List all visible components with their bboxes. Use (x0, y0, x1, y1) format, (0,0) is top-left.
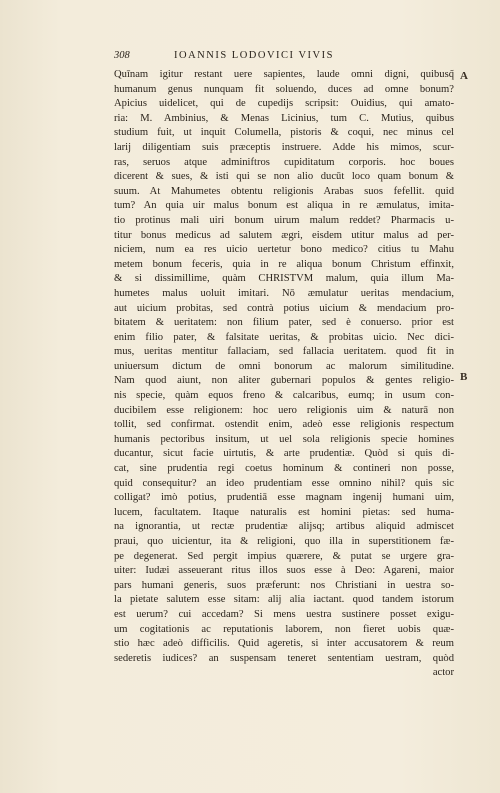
text-line: ras, seruos atque adminiftros cupiditatum corporis. hoc boues (114, 156, 454, 168)
text-line: um cogitationis ac reputationis laborem, non fieret uobis quæ- (114, 623, 454, 635)
text-line: cat, sine prudentia regi coetus hominum & contineri non posse, (114, 463, 454, 475)
text-line: tum? An quia uir malus bonum est aliqua in re æmulatus, imita- (114, 200, 454, 212)
text-line: humanum genus nunquam fit soluendo, duces ad omne bonum? (114, 83, 454, 95)
text-line: Nam quod aiunt, non aliter gubernari populos & gentes religio- (114, 375, 454, 387)
text-line: ducantur, sicut facie uirtutis, & arte prudentiæ. Quòd si quis di- (114, 448, 454, 460)
text-line: Quīnam igitur restant uere sapientes, laude omni digni, quibusq̃ (114, 69, 454, 80)
text-line: praui, quo uicientur, ita & religioni, quo illa in superstitionem fæ- (114, 536, 454, 547)
text-line: & si dissimillime, quàm CHRISTVM malum, quia illum Ma- (114, 273, 454, 285)
text-line: pars humani generis, suos præferunt: nos Christiani in uestra so- (114, 579, 454, 591)
text-line: aut uicium probitas, sed contrà potius uicium & mendacium pro- (114, 302, 454, 314)
text-line: larij diligentiam suis præceptis instruere. Adde his mimos, scur- (114, 141, 454, 153)
running-head: IOANNIS LODOVICI VIVIS (174, 50, 334, 61)
text-line: actor (432, 667, 454, 679)
text-line: dicerent & sues, & isti qui se non alio ducūt loco quam bonum & (114, 171, 454, 183)
text-line: studium fuit, ut inquit Columella, pistoris & coqui, nec minus cel (114, 127, 454, 139)
text-line: uiter: Iudæi asseuerant ritus illos suos esse à Deo: Agareni, maior (114, 565, 454, 577)
text-line: suum. At Mahumetes obtentu religionis Arabas suos fefellit. quid (114, 185, 454, 197)
text-line: colligat? imò potius, prudentiā esse magnam ingenij humani uim, (114, 492, 454, 504)
text-line: titur bonus medicus ad salutem ægri, eisdem utitur malus ad per- (114, 229, 454, 241)
page-header (114, 50, 454, 68)
margin-letter-b: B (460, 371, 468, 383)
text-line: tollit, sed confirmat. ostendit enim, adeò esse religionis respectum (114, 419, 454, 431)
text-line: mus, ueritas mentitur fallaciam, sed fallacia ueritatem. quod fit in (114, 346, 454, 358)
text-line: la pietate salutem esse sitam: alij alia iactant. quod tandem istorum (114, 594, 454, 606)
text-line: quid consequitur? an ideo prudentiam esse omnino nihil? quis sic (114, 477, 454, 489)
text-line: nis specie, quàm equos freno & calcaribus, eumq; in usum con- (114, 390, 454, 402)
page-number: 308 (114, 50, 130, 61)
text-line: ria: M. Ambinius, & Menas Licinius, tum C. Mutius, quibus (114, 112, 454, 124)
text-line: tio protinus mali uiri bonum uirum malum reddet? Pharmacis u- (114, 214, 454, 226)
text-line: niciem, num ea res uicio uertetur bono medico? citius tu Mahu (114, 244, 454, 256)
text-line: humanis pectoribus insitum, ut uel sola religionis specie homines (114, 433, 454, 445)
text-line: ducibilem esse religionem: hoc uero religionis uim & naturā non (114, 404, 454, 416)
text-line: na ignorantia, ut rectæ prudentiæ alijsq; artibus aliquid admiscet (114, 521, 454, 533)
text-line: metem bonum feceris, quia in re aliqua bonum Christum effinxit, (114, 258, 454, 270)
text-line: uniuersum dictum de omni bonorum ac malorum similitudine. (114, 360, 454, 372)
text-line: humetes malus uoluit imitari. Nō æmulatur ueritas mendacium, (114, 287, 454, 299)
margin-letter-a: A (460, 70, 468, 82)
text-line: Apicius uidelicet, qui de cupedijs scripsit: Ouidius, qui amato- (114, 98, 454, 110)
text-line: stio hæc adeò difficilis. Quid ageretis, si inter accusatorem & reum (114, 638, 454, 650)
text-line: lucem, facultatem. Itaque naturalis est homini pietas: sed huma- (114, 506, 454, 518)
body-text (114, 68, 454, 681)
text-line: enim filio pater, & falsitate ueritas, & probitas uicio. Nec dici- (114, 331, 454, 343)
text-line: bitatem & ueritatem: non filium pater, sed è conuerso. prior est (114, 317, 454, 329)
text-line: est uerum? cui accedam? Si mens uestra sustinere posset exigu- (114, 608, 454, 620)
text-line: pe degenerat. Sed pergit impius quærere, & putat se urgere gra- (114, 550, 454, 562)
text-line: sederetis iudices? an suspensam teneret sententiam uestram, quòd (114, 652, 454, 664)
